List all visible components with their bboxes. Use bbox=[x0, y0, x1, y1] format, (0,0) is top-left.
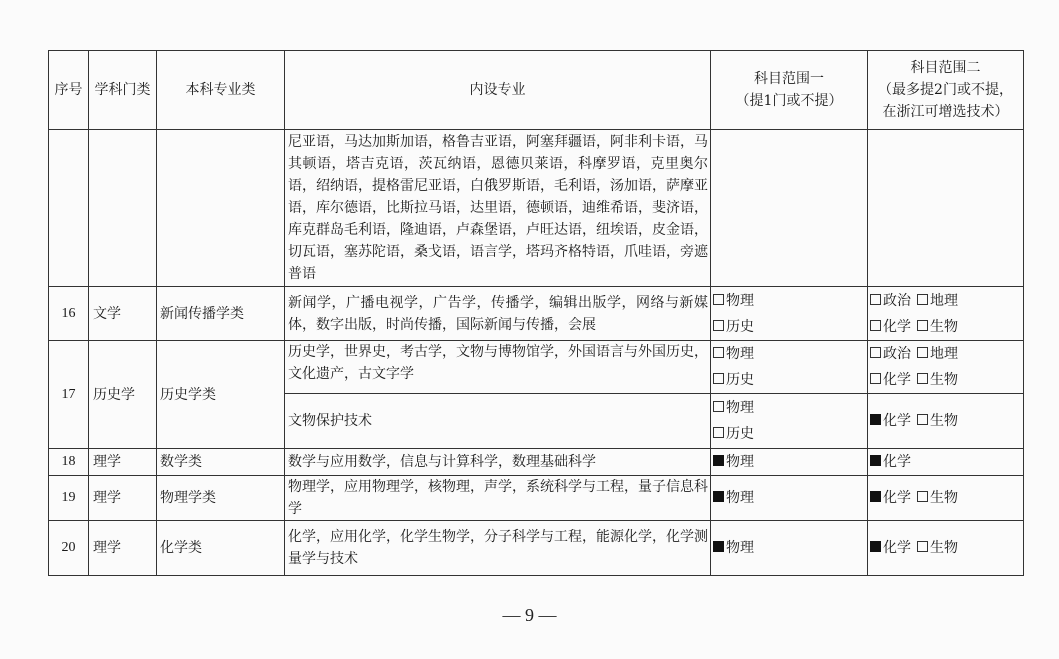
subject-label: 地理 bbox=[930, 292, 958, 309]
option-line bbox=[870, 449, 1023, 475]
subject-option bbox=[713, 400, 754, 416]
seq-cell: 18 bbox=[49, 449, 89, 476]
subject-label: 物理 bbox=[726, 490, 754, 506]
subject-option bbox=[917, 319, 958, 335]
subject-option bbox=[713, 490, 754, 506]
empty-box-icon bbox=[713, 347, 724, 358]
range2-cell bbox=[868, 287, 1024, 341]
subject-option bbox=[870, 293, 911, 309]
option-line bbox=[870, 341, 1023, 367]
majors-cell: 数学与应用数学，信息与计算科学，数理基础科学 bbox=[285, 449, 711, 476]
checked-box-icon bbox=[870, 541, 881, 552]
empty-box-icon bbox=[870, 294, 881, 305]
option-line bbox=[713, 341, 867, 367]
subject-label: 物理 bbox=[726, 540, 754, 556]
subject-option bbox=[917, 372, 958, 388]
subject-requirements-table bbox=[48, 50, 1024, 576]
majors-cell: 尼亚语，马达加斯加语，格鲁吉亚语，阿塞拜疆语，阿非利卡语，马其顿语，塔吉克语，茨瓦纳语，恩德贝莱语，科摩罗语，克里奥尔语，绍纳语，提格雷尼亚语，白俄罗斯语，毛利语，汤加语，萨摩亚语，库尔德语，比斯拉马语，达里语，德顿语，迪维希语，斐济语，库克群岛毛利语，隆迪语，卢森堡语，卢旺达语，纽埃语，皮金语，切瓦语，塞苏陀语，桑戈语，语言学，塔玛齐格特语，爪哇语，旁遮普语 bbox=[285, 130, 711, 287]
option-line bbox=[713, 535, 867, 561]
majors-cell: 化学，应用化学，化学生物学，分子科学与工程，能源化学，化学测量学与技术 bbox=[285, 521, 711, 576]
header-seq: 序号 bbox=[49, 51, 89, 130]
empty-box-icon bbox=[917, 347, 928, 358]
option-line bbox=[713, 288, 867, 314]
header-range1-line: （提1门或不提） bbox=[735, 93, 843, 109]
empty-box-icon bbox=[870, 320, 881, 331]
subject-label: 生物 bbox=[930, 540, 958, 556]
header-row bbox=[49, 51, 1024, 130]
discipline-cell: 理学 bbox=[89, 521, 157, 576]
subject-option bbox=[917, 413, 958, 429]
header-range1-line: 科目范围一 bbox=[754, 71, 824, 87]
option-line bbox=[870, 485, 1023, 511]
empty-box-icon bbox=[713, 427, 724, 438]
subject-label: 化学 bbox=[883, 454, 911, 470]
table-row bbox=[49, 341, 1024, 394]
range1-cell bbox=[711, 394, 868, 449]
subject-label: 历史 bbox=[726, 318, 754, 335]
subject-label: 化学 bbox=[883, 540, 911, 556]
option-line bbox=[870, 535, 1023, 561]
option-line bbox=[713, 421, 867, 447]
option-line bbox=[870, 288, 1023, 314]
range2-cell bbox=[868, 521, 1024, 576]
subject-option bbox=[870, 454, 911, 470]
majors-cell: 物理学，应用物理学，核物理，声学，系统科学与工程，量子信息科学 bbox=[285, 476, 711, 521]
subject-option bbox=[713, 454, 754, 470]
subject-label: 化学 bbox=[883, 372, 911, 388]
category-cell: 历史学类 bbox=[157, 341, 285, 449]
checked-box-icon bbox=[870, 455, 881, 466]
seq-cell: 17 bbox=[49, 341, 89, 449]
category-cell bbox=[157, 130, 285, 287]
option-line bbox=[713, 449, 867, 475]
option-line bbox=[713, 485, 867, 511]
subject-label: 政治 bbox=[883, 292, 911, 309]
subject-option bbox=[713, 540, 754, 556]
discipline-cell bbox=[89, 130, 157, 287]
subject-label: 化学 bbox=[883, 413, 911, 429]
range1-cell bbox=[711, 341, 868, 394]
option-line bbox=[713, 314, 867, 340]
checked-box-icon bbox=[713, 541, 724, 552]
subject-option bbox=[917, 490, 958, 506]
empty-box-icon bbox=[917, 373, 928, 384]
majors-cell: 文物保护技术 bbox=[285, 394, 711, 449]
seq-cell: 19 bbox=[49, 476, 89, 521]
subject-option bbox=[917, 293, 958, 309]
subject-label: 生物 bbox=[930, 372, 958, 388]
subject-label: 化学 bbox=[883, 490, 911, 506]
header-range2-line: 在浙江可增选技术） bbox=[882, 104, 1009, 120]
subject-option bbox=[870, 413, 911, 429]
subject-option bbox=[870, 319, 911, 335]
range1-cell bbox=[711, 287, 868, 341]
range1-cell bbox=[711, 130, 868, 287]
subject-label: 物理 bbox=[726, 454, 754, 470]
header-category: 本科专业类 bbox=[157, 51, 285, 130]
subject-label: 物理 bbox=[726, 400, 754, 416]
subject-label: 历史 bbox=[726, 372, 754, 388]
empty-box-icon bbox=[917, 320, 928, 331]
category-cell: 物理学类 bbox=[157, 476, 285, 521]
checked-box-icon bbox=[870, 414, 881, 425]
range2-cell bbox=[868, 449, 1024, 476]
subject-option bbox=[870, 346, 911, 362]
option-line bbox=[713, 395, 867, 421]
subject-label: 政治 bbox=[883, 346, 911, 362]
table-row-continued bbox=[49, 130, 1024, 287]
option-line bbox=[713, 367, 867, 393]
range1-cell bbox=[711, 476, 868, 521]
header-range2 bbox=[868, 51, 1024, 130]
subject-label: 物理 bbox=[726, 292, 754, 309]
discipline-cell: 文学 bbox=[89, 287, 157, 341]
subject-label: 物理 bbox=[726, 346, 754, 362]
range1-cell bbox=[711, 521, 868, 576]
seq-cell bbox=[49, 130, 89, 287]
empty-box-icon bbox=[870, 373, 881, 384]
range1-cell bbox=[711, 449, 868, 476]
empty-box-icon bbox=[870, 347, 881, 358]
subject-option bbox=[713, 319, 754, 335]
header-discipline: 学科门类 bbox=[89, 51, 157, 130]
subject-option bbox=[713, 293, 754, 309]
subject-label: 历史 bbox=[726, 426, 754, 442]
range2-cell bbox=[868, 476, 1024, 521]
subject-label: 生物 bbox=[930, 318, 958, 335]
table-row bbox=[49, 287, 1024, 341]
subject-option bbox=[713, 426, 754, 442]
seq-cell: 20 bbox=[49, 521, 89, 576]
option-line bbox=[870, 408, 1023, 434]
checked-box-icon bbox=[713, 455, 724, 466]
subject-label: 生物 bbox=[930, 490, 958, 506]
subject-label: 地理 bbox=[930, 346, 958, 362]
subject-option bbox=[917, 346, 958, 362]
category-cell: 新闻传播学类 bbox=[157, 287, 285, 341]
majors-cell: 历史学，世界史，考古学，文物与博物馆学，外国语言与外国历史，文化遗产，古文字学 bbox=[285, 341, 711, 394]
empty-box-icon bbox=[713, 373, 724, 384]
majors-cell: 新闻学，广播电视学，广告学，传播学，编辑出版学，网络与新媒体，数字出版，时尚传播，国际新闻与传播，会展 bbox=[285, 287, 711, 341]
empty-box-icon bbox=[917, 414, 928, 425]
range2-cell bbox=[868, 130, 1024, 287]
subject-option bbox=[870, 372, 911, 388]
header-range1 bbox=[711, 51, 868, 130]
seq-cell: 16 bbox=[49, 287, 89, 341]
option-line bbox=[870, 367, 1023, 393]
empty-box-icon bbox=[917, 294, 928, 305]
category-cell: 化学类 bbox=[157, 521, 285, 576]
table-row bbox=[49, 521, 1024, 576]
option-line bbox=[870, 314, 1023, 340]
checked-box-icon bbox=[713, 491, 724, 502]
subject-option bbox=[870, 490, 911, 506]
header-range2-line: 科目范围二 bbox=[910, 60, 981, 76]
empty-box-icon bbox=[917, 541, 928, 552]
subject-option bbox=[713, 372, 754, 388]
table-row bbox=[49, 476, 1024, 521]
header-range2-line: （最多提2门或不提， bbox=[878, 82, 1013, 98]
checked-box-icon bbox=[870, 491, 881, 502]
subject-label: 化学 bbox=[883, 318, 911, 335]
subject-option bbox=[713, 346, 754, 362]
empty-box-icon bbox=[713, 320, 724, 331]
discipline-cell: 理学 bbox=[89, 476, 157, 521]
empty-box-icon bbox=[713, 401, 724, 412]
category-cell: 数学类 bbox=[157, 449, 285, 476]
header-majors: 内设专业 bbox=[285, 51, 711, 130]
empty-box-icon bbox=[713, 294, 724, 305]
subject-label: 生物 bbox=[930, 413, 958, 429]
subject-option bbox=[870, 540, 911, 556]
subject-option bbox=[917, 540, 958, 556]
range2-cell bbox=[868, 341, 1024, 394]
discipline-cell: 理学 bbox=[89, 449, 157, 476]
discipline-cell: 历史学 bbox=[89, 341, 157, 449]
table-row bbox=[49, 449, 1024, 476]
empty-box-icon bbox=[917, 491, 928, 502]
range2-cell bbox=[868, 394, 1024, 449]
page-number: — 9 — bbox=[502, 605, 557, 625]
